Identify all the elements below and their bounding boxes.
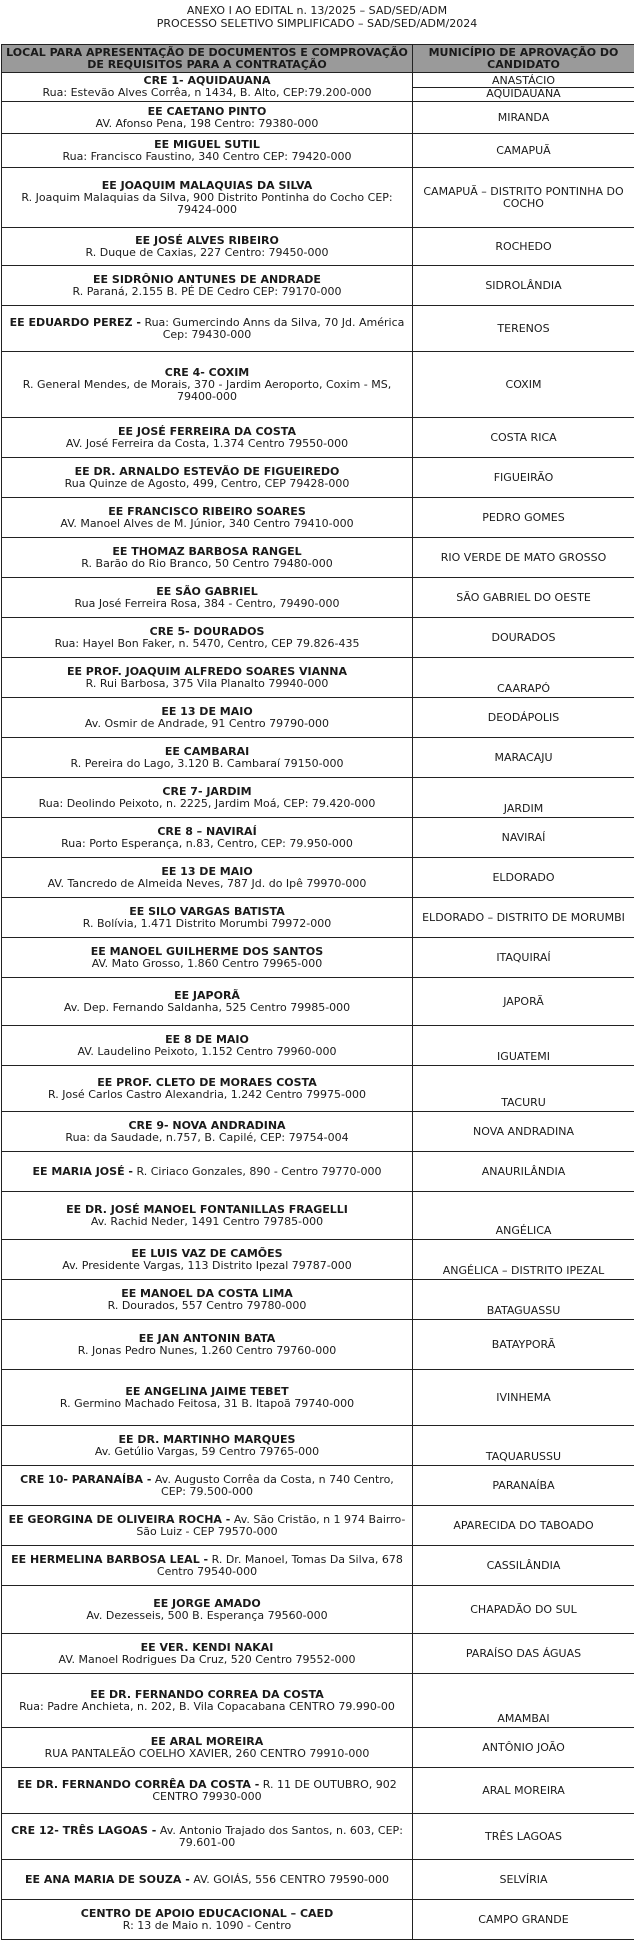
- header-line-2: PROCESSO SELETIVO SIMPLIFICADO – SAD/SED/ADM/2024: [0, 17, 634, 30]
- table-row: [2, 658, 634, 698]
- municipality-name: DEODÁPOLIS: [488, 711, 560, 724]
- municipality-cell: [413, 1728, 634, 1768]
- municipality-name: JAPORÃ: [503, 995, 544, 1008]
- location-name: EE JORGE AMADO: [153, 1597, 261, 1610]
- table-row: [2, 1634, 634, 1674]
- municipality-cell: [413, 352, 634, 418]
- municipality-cell: [413, 228, 634, 266]
- location-address: Av. São Cristão, n 1 974 Bairro- São Luiz - CEP 79570-000: [136, 1513, 405, 1538]
- municipality-cell: [413, 73, 634, 102]
- municipality-name: COXIM: [506, 378, 542, 391]
- location-name: EE MANOEL GUILHERME DOS SANTOS: [91, 945, 323, 958]
- location-address: R. Germino Machado Feitosa, 31 B. Itapoã 79740-000: [60, 1397, 354, 1410]
- municipality-cell: [413, 578, 634, 618]
- location-cell: [2, 352, 413, 418]
- location-address: R. Rui Barbosa, 375 Vila Planalto 79940-000: [86, 677, 329, 690]
- location-address: Av. Dezesseis, 500 B. Esperança 79560-000: [86, 1609, 327, 1622]
- municipality-name: AMAMBAI: [497, 1712, 549, 1725]
- municipality-cell: [413, 134, 634, 168]
- municipality-name: ANAURILÂNDIA: [482, 1165, 566, 1178]
- municipality-name: MARACAJU: [494, 751, 552, 764]
- location-name: EE DR. FERNANDO CORREA DA COSTA: [90, 1688, 324, 1701]
- municipality-name: PEDRO GOMES: [482, 511, 564, 524]
- location-name: EE 13 DE MAIO: [161, 705, 252, 718]
- location-address: Rua: Deolindo Peixoto, n. 2225, Jardim Moá, CEP: 79.420-000: [39, 797, 376, 810]
- location-name: EE JAPORÃ: [174, 989, 240, 1002]
- location-cell: [2, 418, 413, 458]
- municipality-name: ANTÔNIO JOÃO: [482, 1741, 564, 1754]
- location-address: Av. Osmir de Andrade, 91 Centro 79790-000: [85, 717, 329, 730]
- location-cell: [2, 818, 413, 858]
- location-cell: [2, 578, 413, 618]
- location-cell: [2, 898, 413, 938]
- municipality-cell: [413, 978, 634, 1026]
- header-line-1: ANEXO I AO EDITAL n. 13/2025 – SAD/SED/ADM: [0, 4, 634, 17]
- location-address: Av. Augusto Corrêa da Costa, n 740 Centro, CEP: 79.500-000: [155, 1473, 394, 1498]
- location-address: R. Jonas Pedro Nunes, 1.260 Centro 79760-000: [78, 1344, 337, 1357]
- location-cell: [2, 306, 413, 352]
- table-row: [2, 1280, 634, 1320]
- municipality-name: CAARAPÓ: [497, 682, 550, 695]
- location-address: R. Bolívia, 1.471 Distrito Morumbi 79972-000: [83, 917, 332, 930]
- location-name: EE DR. ARNALDO ESTEVÃO DE FIGUEIREDO: [75, 465, 340, 478]
- location-cell: [2, 1546, 413, 1586]
- municipality-cell: [413, 538, 634, 578]
- municipality-cell: [413, 306, 634, 352]
- location-address: R. Barão do Rio Branco, 50 Centro 79480-000: [81, 557, 332, 570]
- municipality-name: BATAYPORÃ: [492, 1338, 556, 1351]
- table-row: [2, 1320, 634, 1370]
- municipality-name: ARAL MOREIRA: [482, 1784, 565, 1797]
- location-cell: [2, 134, 413, 168]
- location-address: AV. Laudelino Peixoto, 1.152 Centro 79960-000: [77, 1045, 336, 1058]
- location-cell: [2, 1066, 413, 1112]
- municipality-cell: [413, 738, 634, 778]
- location-cell: [2, 1634, 413, 1674]
- location-cell: [2, 658, 413, 698]
- location-name: EE GEORGINA DE OLIVEIRA ROCHA -: [9, 1513, 231, 1526]
- municipality-cell: [413, 418, 634, 458]
- location-address: Rua: Porto Esperança, n.83, Centro, CEP: 79.950-000: [61, 837, 353, 850]
- location-address: R. Dourados, 557 Centro 79780-000: [108, 1299, 307, 1312]
- location-name: CRE 1- AQUIDAUANA: [144, 74, 271, 87]
- location-cell: [2, 1280, 413, 1320]
- municipality-cell: [413, 938, 634, 978]
- municipality-cell: [413, 1674, 634, 1728]
- table-row: [2, 228, 634, 266]
- municipality-name: TACURU: [501, 1096, 546, 1109]
- municipality-name: TAQUARUSSU: [486, 1450, 561, 1463]
- municipality-cell: [413, 1152, 634, 1192]
- location-cell: [2, 1768, 413, 1814]
- municipality-cell: [413, 1240, 634, 1280]
- table-row: [2, 1506, 634, 1546]
- location-cell: [2, 698, 413, 738]
- location-address: AV. Afonso Pena, 198 Centro: 79380-000: [96, 117, 319, 130]
- location-address: RUA PANTALEÃO COELHO XAVIER, 260 CENTRO 79910-000: [45, 1747, 370, 1760]
- municipality-name: COSTA RICA: [490, 431, 556, 444]
- location-name: EE JAN ANTONIN BATA: [139, 1332, 276, 1345]
- municipality-name: SÃO GABRIEL DO OESTE: [456, 591, 591, 604]
- location-name: EE SÃO GABRIEL: [156, 585, 258, 598]
- table-row: [2, 418, 634, 458]
- location-name: EE DR. MARTINHO MARQUES: [119, 1433, 296, 1446]
- location-address: R. Duque de Caxias, 227 Centro: 79450-000: [86, 246, 329, 259]
- location-address: Av. Getúlio Vargas, 59 Centro 79765-000: [95, 1445, 319, 1458]
- table-row: [2, 938, 634, 978]
- location-name: EE JOSÉ ALVES RIBEIRO: [135, 234, 279, 247]
- municipality-name: TRÊS LAGOAS: [485, 1830, 562, 1843]
- municipality-name: ANGÉLICA: [496, 1224, 552, 1237]
- municipality-cell: [413, 1546, 634, 1586]
- location-cell: [2, 538, 413, 578]
- table-row: [2, 858, 634, 898]
- location-address: R. Joaquim Malaquias da Silva, 900 Distrito Pontinha do Cocho CEP: 79424-000: [21, 191, 392, 216]
- municipality-cell: [413, 1814, 634, 1860]
- municipality-cell: [413, 266, 634, 306]
- municipality-name-secondary: AQUIDAUANA: [413, 87, 634, 100]
- table-row: [2, 168, 634, 228]
- municipality-cell: [413, 778, 634, 818]
- location-cell: [2, 1240, 413, 1280]
- municipality-cell: [413, 858, 634, 898]
- municipality-cell: [413, 1466, 634, 1506]
- location-cell: [2, 738, 413, 778]
- location-cell: [2, 1112, 413, 1152]
- table-row: [2, 1112, 634, 1152]
- location-name: CRE 12- TRÊS LAGOAS -: [11, 1824, 156, 1837]
- location-name: EE MIGUEL SUTIL: [154, 138, 260, 151]
- location-address: R. Pereira do Lago, 3.120 B. Cambaraí 79150-000: [70, 757, 343, 770]
- location-cell: [2, 1320, 413, 1370]
- location-cell: [2, 1152, 413, 1192]
- document-header: [0, 0, 634, 38]
- municipality-name: BATAGUASSU: [487, 1304, 561, 1317]
- location-name: EE PROF. CLETO DE MORAES COSTA: [97, 1076, 316, 1089]
- location-address: R. Paraná, 2.155 B. PÉ DE Cedro CEP: 79170-000: [73, 285, 342, 298]
- location-address: AV. Manoel Rodrigues Da Cruz, 520 Centro 79552-000: [59, 1653, 356, 1666]
- table-row: [2, 538, 634, 578]
- location-address: Rua: Padre Anchieta, n. 202, B. Vila Copacabana CENTRO 79.990-00: [19, 1700, 395, 1713]
- municipality-cell: [413, 1860, 634, 1900]
- location-address: R. 11 DE OUTUBRO, 902 CENTRO 79930-000: [152, 1778, 396, 1803]
- municipality-cell: [413, 1586, 634, 1634]
- location-cell: [2, 978, 413, 1026]
- location-name: EE MARIA JOSÉ -: [32, 1165, 133, 1178]
- municipality-name: ELDORADO: [492, 871, 554, 884]
- location-address: Av. Rachid Neder, 1491 Centro 79785-000: [91, 1215, 323, 1228]
- location-cell: [2, 266, 413, 306]
- table-row: [2, 1370, 634, 1426]
- column-header-location: LOCAL PARA APRESENTAÇÃO DE DOCUMENTOS E COMPROVAÇÃO DE REQUISITOS PARA A CONTRATAÇÃO: [2, 45, 413, 73]
- table-row: [2, 1240, 634, 1280]
- municipality-name: NAVIRAÍ: [502, 831, 546, 844]
- municipality-cell: [413, 1026, 634, 1066]
- municipality-cell: [413, 1370, 634, 1426]
- municipality-cell: [413, 168, 634, 228]
- location-cell: [2, 1466, 413, 1506]
- table-row: [2, 578, 634, 618]
- table-row: [2, 778, 634, 818]
- table-row: [2, 818, 634, 858]
- municipality-name: FIGUEIRÃO: [494, 471, 554, 484]
- location-address: Rua Quinze de Agosto, 499, Centro, CEP 79428-000: [65, 477, 350, 490]
- municipality-cell: [413, 658, 634, 698]
- municipality-cell: [413, 1320, 634, 1370]
- municipality-name: IGUATEMI: [497, 1050, 550, 1063]
- location-cell: [2, 938, 413, 978]
- location-name: EE ANGELINA JAIME TEBET: [125, 1385, 288, 1398]
- municipality-cell: [413, 1426, 634, 1466]
- location-cell: [2, 1674, 413, 1728]
- location-address: Rua: Francisco Faustino, 340 Centro CEP: 79420-000: [63, 150, 352, 163]
- location-name: EE DR. JOSÉ MANOEL FONTANILLAS FRAGELLI: [66, 1203, 348, 1216]
- location-cell: [2, 1026, 413, 1066]
- table-row: [2, 73, 634, 102]
- location-name: EE ANA MARIA DE SOUZA -: [25, 1873, 190, 1886]
- location-name: EE SILO VARGAS BATISTA: [129, 905, 284, 918]
- municipality-name: ITAQUIRAÍ: [496, 951, 550, 964]
- location-name: CRE 8 – NAVIRAÍ: [157, 825, 256, 838]
- location-name: EE ARAL MOREIRA: [151, 1735, 264, 1748]
- municipality-cell: [413, 498, 634, 538]
- municipality-name: ROCHEDO: [495, 240, 551, 253]
- municipality-cell: [413, 898, 634, 938]
- location-name: EE JOAQUIM MALAQUIAS DA SILVA: [102, 179, 313, 192]
- municipality-cell: [413, 618, 634, 658]
- table-row: [2, 1586, 634, 1634]
- municipality-name: CAMAPUÃ – DISTRITO PONTINHA DO COCHO: [423, 185, 623, 210]
- municipality-name: CAMPO GRANDE: [478, 1913, 568, 1926]
- table-row: [2, 1152, 634, 1192]
- location-name: EE 8 DE MAIO: [165, 1033, 249, 1046]
- location-address: Av. Presidente Vargas, 113 Distrito Ipezal 79787-000: [62, 1259, 352, 1272]
- table-row: [2, 1066, 634, 1112]
- location-address: Rua José Ferreira Rosa, 384 - Centro, 79490-000: [74, 597, 339, 610]
- municipality-name: SELVÍRIA: [499, 1873, 547, 1886]
- table-row: [2, 698, 634, 738]
- location-cell: [2, 458, 413, 498]
- location-address: R. José Carlos Castro Alexandria, 1.242 Centro 79975-000: [48, 1088, 366, 1101]
- table-row: [2, 1728, 634, 1768]
- municipality-name: CAMAPUÃ: [496, 144, 550, 157]
- municipality-name: DOURADOS: [491, 631, 555, 644]
- table-row: [2, 1860, 634, 1900]
- location-cell: [2, 102, 413, 134]
- location-name: EE CAETANO PINTO: [148, 105, 267, 118]
- location-cell: [2, 228, 413, 266]
- municipality-cell: [413, 1066, 634, 1112]
- location-address: AV. Mato Grosso, 1.860 Centro 79965-000: [92, 957, 323, 970]
- municipality-name: ELDORADO – DISTRITO DE MORUMBI: [422, 911, 625, 924]
- location-cell: [2, 1728, 413, 1768]
- municipality-name: ANASTÁCIO: [492, 74, 555, 87]
- table-row: [2, 1814, 634, 1860]
- location-address: AV. José Ferreira da Costa, 1.374 Centro 79550-000: [66, 437, 348, 450]
- municipality-name: JARDIM: [504, 802, 543, 815]
- location-cell: [2, 1370, 413, 1426]
- municipality-name: PARANAÍBA: [492, 1479, 554, 1492]
- location-address: AV. GOIÁS, 556 CENTRO 79590-000: [193, 1873, 389, 1886]
- municipality-name: CASSILÂNDIA: [487, 1559, 561, 1572]
- municipality-name: CHAPADÃO DO SUL: [470, 1603, 576, 1616]
- municipality-cell: [413, 1192, 634, 1240]
- locations-table: [1, 44, 634, 1940]
- location-name: CRE 10- PARANAÍBA -: [20, 1473, 151, 1486]
- location-name: EE VER. KENDI NAKAI: [141, 1641, 274, 1654]
- location-cell: [2, 1586, 413, 1634]
- municipality-name: TERENOS: [497, 322, 549, 335]
- table-row: [2, 134, 634, 168]
- municipality-cell: [413, 1768, 634, 1814]
- location-name: CRE 4- COXIM: [165, 366, 250, 379]
- location-address: Rua: Gumercindo Anns da Silva, 70 Jd. América Cep: 79430-000: [144, 316, 404, 341]
- municipality-cell: [413, 698, 634, 738]
- location-address: R. General Mendes, de Morais, 370 - Jardim Aeroporto, Coxim - MS, 79400-000: [23, 378, 392, 403]
- location-cell: [2, 1814, 413, 1860]
- municipality-name: ANGÉLICA – DISTRITO IPEZAL: [443, 1264, 605, 1277]
- municipality-name: MIRANDA: [498, 111, 550, 124]
- municipality-cell: [413, 1112, 634, 1152]
- location-name: EE 13 DE MAIO: [161, 865, 252, 878]
- location-cell: [2, 858, 413, 898]
- table-row: [2, 738, 634, 778]
- table-row: [2, 1426, 634, 1466]
- location-name: EE FRANCISCO RIBEIRO SOARES: [108, 505, 306, 518]
- location-cell: [2, 1426, 413, 1466]
- location-address: Rua: Estevão Alves Corrêa, n 1434, B. Alto, CEP:79.200-000: [43, 86, 372, 99]
- table-row: [2, 898, 634, 938]
- location-name: EE CAMBARAI: [165, 745, 249, 758]
- table-row: [2, 1192, 634, 1240]
- table-row: [2, 498, 634, 538]
- location-name: CRE 9- NOVA ANDRADINA: [128, 1119, 285, 1132]
- location-cell: [2, 1506, 413, 1546]
- location-name: EE PROF. JOAQUIM ALFREDO SOARES VIANNA: [67, 665, 347, 678]
- table-row: [2, 306, 634, 352]
- municipality-name: APARECIDA DO TABOADO: [453, 1519, 593, 1532]
- table-row: [2, 1026, 634, 1066]
- location-name: EE EDUARDO PEREZ -: [10, 316, 141, 329]
- table-row: [2, 1466, 634, 1506]
- table-row: [2, 352, 634, 418]
- municipality-cell: [413, 1506, 634, 1546]
- location-cell: [2, 778, 413, 818]
- municipality-cell: [413, 1634, 634, 1674]
- table-row: [2, 618, 634, 658]
- table-row: [2, 978, 634, 1026]
- municipality-name: PARAÍSO DAS ÁGUAS: [466, 1647, 581, 1660]
- location-name: EE HERMELINA BARBOSA LEAL -: [11, 1553, 208, 1566]
- location-name: CRE 5- DOURADOS: [150, 625, 265, 638]
- municipality-cell: [413, 458, 634, 498]
- location-cell: [2, 73, 413, 102]
- municipality-cell: [413, 818, 634, 858]
- table-row: [2, 266, 634, 306]
- table-row: [2, 1674, 634, 1728]
- table-row: [2, 1546, 634, 1586]
- table-row: [2, 1768, 634, 1814]
- location-address: R: 13 de Maio n. 1090 - Centro: [123, 1919, 291, 1932]
- municipality-cell: [413, 1280, 634, 1320]
- location-cell: [2, 1192, 413, 1240]
- location-cell: [2, 1860, 413, 1900]
- location-cell: [2, 618, 413, 658]
- location-address: Av. Dep. Fernando Saldanha, 525 Centro 79985-000: [64, 1001, 350, 1014]
- location-address: Av. Antonio Trajado dos Santos, n. 603, CEP: 79.601-00: [160, 1824, 403, 1849]
- municipality-name: IVINHEMA: [496, 1391, 550, 1404]
- location-address: Rua: Hayel Bon Faker, n. 5470, Centro, CEP 79.826-435: [55, 637, 360, 650]
- municipality-name: RIO VERDE DE MATO GROSSO: [441, 551, 606, 564]
- municipality-name: NOVA ANDRADINA: [473, 1125, 574, 1138]
- location-name: EE THOMAZ BARBOSA RANGEL: [112, 545, 301, 558]
- municipality-cell: [413, 102, 634, 134]
- location-address: AV. Manoel Alves de M. Júnior, 340 Centro 79410-000: [60, 517, 353, 530]
- location-name: CENTRO DE APOIO EDUCACIONAL – CAED: [81, 1907, 333, 1920]
- table-header-row: [2, 45, 634, 73]
- location-name: EE JOSÉ FERREIRA DA COSTA: [118, 425, 296, 438]
- table-row: [2, 102, 634, 134]
- location-address: R. Ciriaco Gonzales, 890 - Centro 79770-000: [136, 1165, 381, 1178]
- location-name: EE SIDRÔNIO ANTUNES DE ANDRADE: [93, 273, 321, 286]
- municipality-name: SIDROLÂNDIA: [485, 279, 561, 292]
- location-address: Rua: da Saudade, n.757, B. Capilé, CEP: 79754-004: [65, 1131, 348, 1144]
- location-address: AV. Tancredo de Almeida Neves, 787 Jd. do Ipê 79970-000: [48, 877, 367, 890]
- location-name: EE MANOEL DA COSTA LIMA: [121, 1287, 293, 1300]
- location-name: EE DR. FERNANDO CORRÊA DA COSTA -: [17, 1778, 259, 1791]
- table-row: [2, 458, 634, 498]
- location-cell: [2, 498, 413, 538]
- location-cell: [2, 168, 413, 228]
- location-name: CRE 7- JARDIM: [162, 785, 251, 798]
- location-address: R. Dr. Manoel, Tomas Da Silva, 678 Centro 79540-000: [157, 1553, 403, 1578]
- column-header-municipality: MUNICÍPIO DE APROVAÇÃO DO CANDIDATO: [413, 45, 634, 73]
- location-name: EE LUIS VAZ DE CAMÕES: [131, 1247, 282, 1260]
